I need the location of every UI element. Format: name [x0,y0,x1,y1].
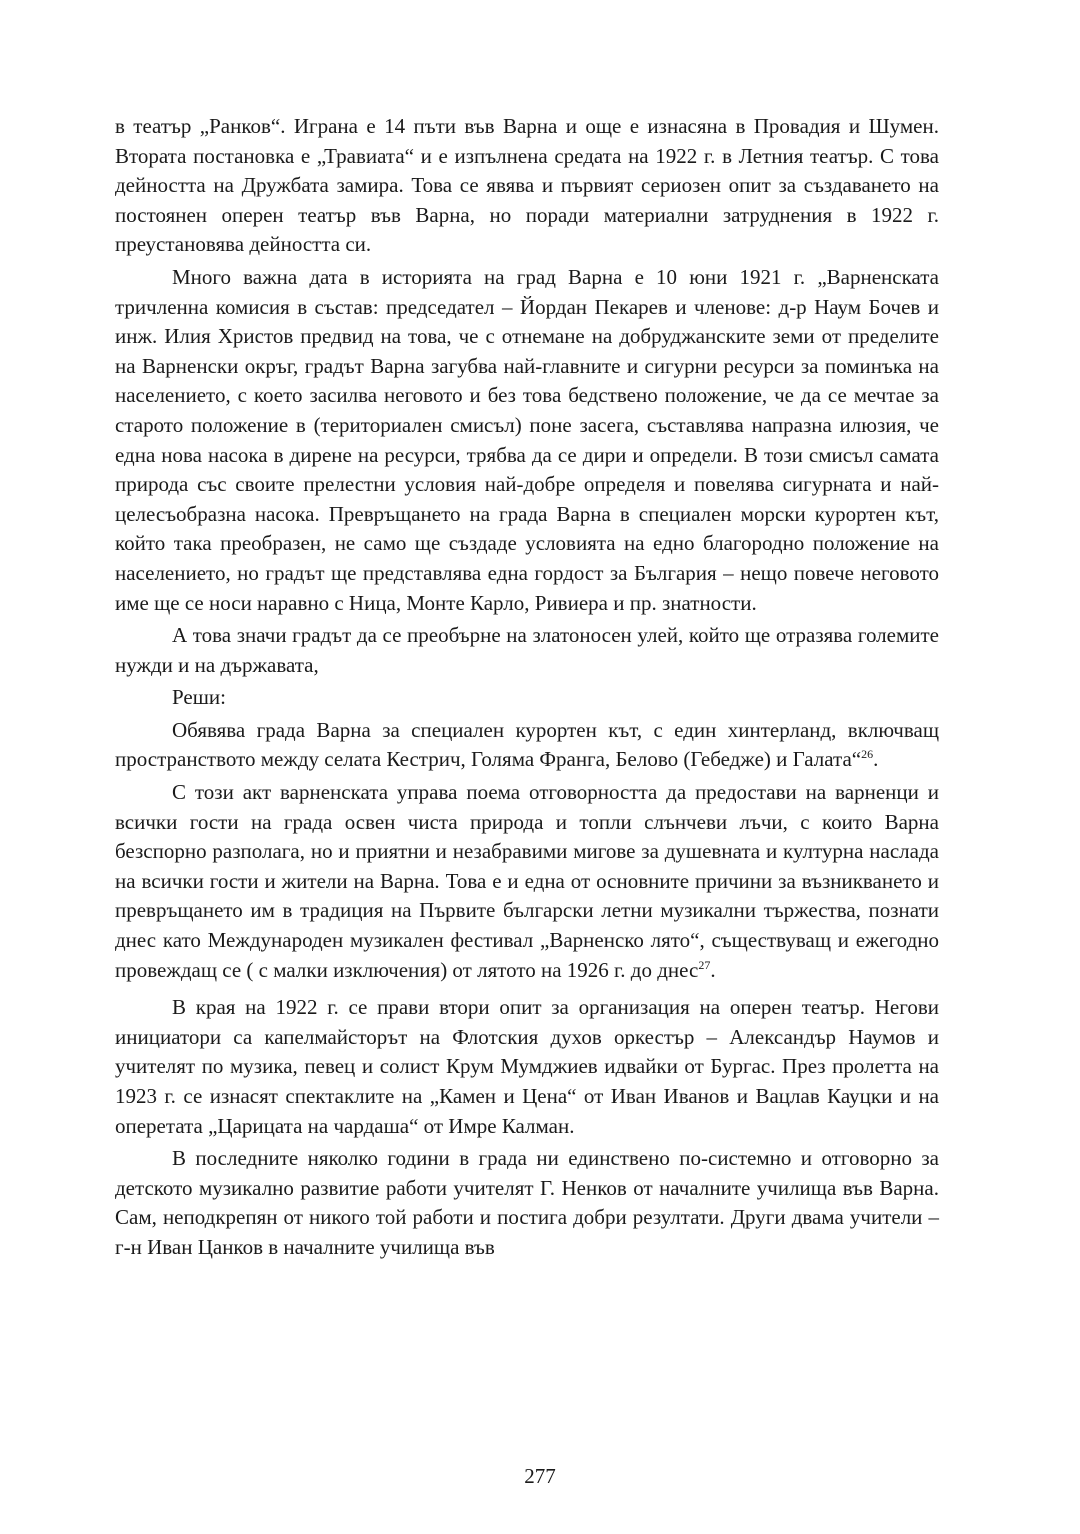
page-number: 277 [524,1464,556,1488]
paragraph: Реши: [172,685,226,710]
footnote-marker: 26 [861,747,874,762]
page-body [115,112,939,1263]
paragraph: в театър „Ранков“. Играна е 14 пъти във Варна и още е изнасяна в Провадия и Шумен. Втората постановка е „Травиата“ и е изпълнена средата на 1922 г. в Летния театър. С това дейността на Дружбата замира. Това се явява и първият сериозен опит за създаването на постоянен оперен театър във Варна, но поради материални затруднения в 1922 г. преустановява дейността си. [115,114,939,257]
paragraph-text: Обявява града Варна за специален курортен кът, с един хинтерланд, включващ пространството между селата Кестрич, Голяма Франга, Белово (Гебедже) и Галата“ [115,717,939,772]
footnote-marker: 27 [698,957,711,972]
paragraph: В края на 1922 г. се прави втори опит за организация на оперен театър. Негови инициатори са капелмайсторът на Флотския духов оркестър – Александър Наумов и учителят по музика, певец и солист Крум Мумджиев идвайки от Бургас. През пролетта на 1923 г. се изнасят спектаклите на „Камен и Цена“ от Иван Иванов и Вацлав Кауцки и на оперетата „Царицата на чардаша“ от Имре Калман. [115,995,939,1138]
paragraph [115,716,939,775]
paragraph: А това значи градът да се преобърне на златоносен улей, който ще отразява големите нужди и на държавата, [115,623,939,677]
paragraph-punct: . [710,957,716,982]
paragraph: Много важна дата в историята на град Варна е 10 юни 1921 г. „Варненската тричленна комисия в състав: председател – Йордан Пекарев и членове: д-р Наум Бочев и инж. Илия Христов предвид на това, че с отнемане на добруджанските земи от пределите на Варненски окръг, градът Варна загубва най-главните и сигурни ресурси за поминъка на населението, с което засилва неговото и без това бедствено положение, че да се мечтае за старото положение в (териториален смисъл) поне засега, съставлява напразна илюзия, че една нова насока в дирене на ресурси, трябва да се дири и определи. В този смисъл самата природа със своите прелестни условия най-добре определя и повелява сигурната и най-целесъобразна насока. Превръщането на града Варна в специален морски курортен кът, който така преобразен, не само ще създаде условията на едно благородно положение на населението, но градът ще представлява една гордост за България – нещо повече неговото име ще се носи наравно с Ница, Монте Карло, Ривиера и пр. знатности. [115,264,939,615]
paragraph-punct: . [873,747,879,772]
paragraph [115,778,939,985]
paragraph-text: С този акт варненската управа поема отговорността да предостави на варненци и всички гости на града освен чиста природа и топли слънчеви лъчи, с които Варна безспорно разполага, но и приятни и незабравими мигове за душевната и културна наслада на всички гости и жители на Варна. Това е и една от основните причини за възникването и превръщането им в традиция на Първите български летни музикални тържества, познати днес като Международен музикален фестивал „Варненско лято“, съществуващ и ежегодно провеждащ се ( с малки изключения) от лятото на 1926 г. до днес [115,780,939,982]
paragraph: В последните няколко години в града ни единствено по-системно и отговорно за детското музикално развитие работи учителят Г. Ненков от началните училища във Варна. Сам, неподкрепян от никого той работи и постига добри резултати. Други двама учители – г-н Иван Цанков в началните училища във [115,1146,939,1259]
